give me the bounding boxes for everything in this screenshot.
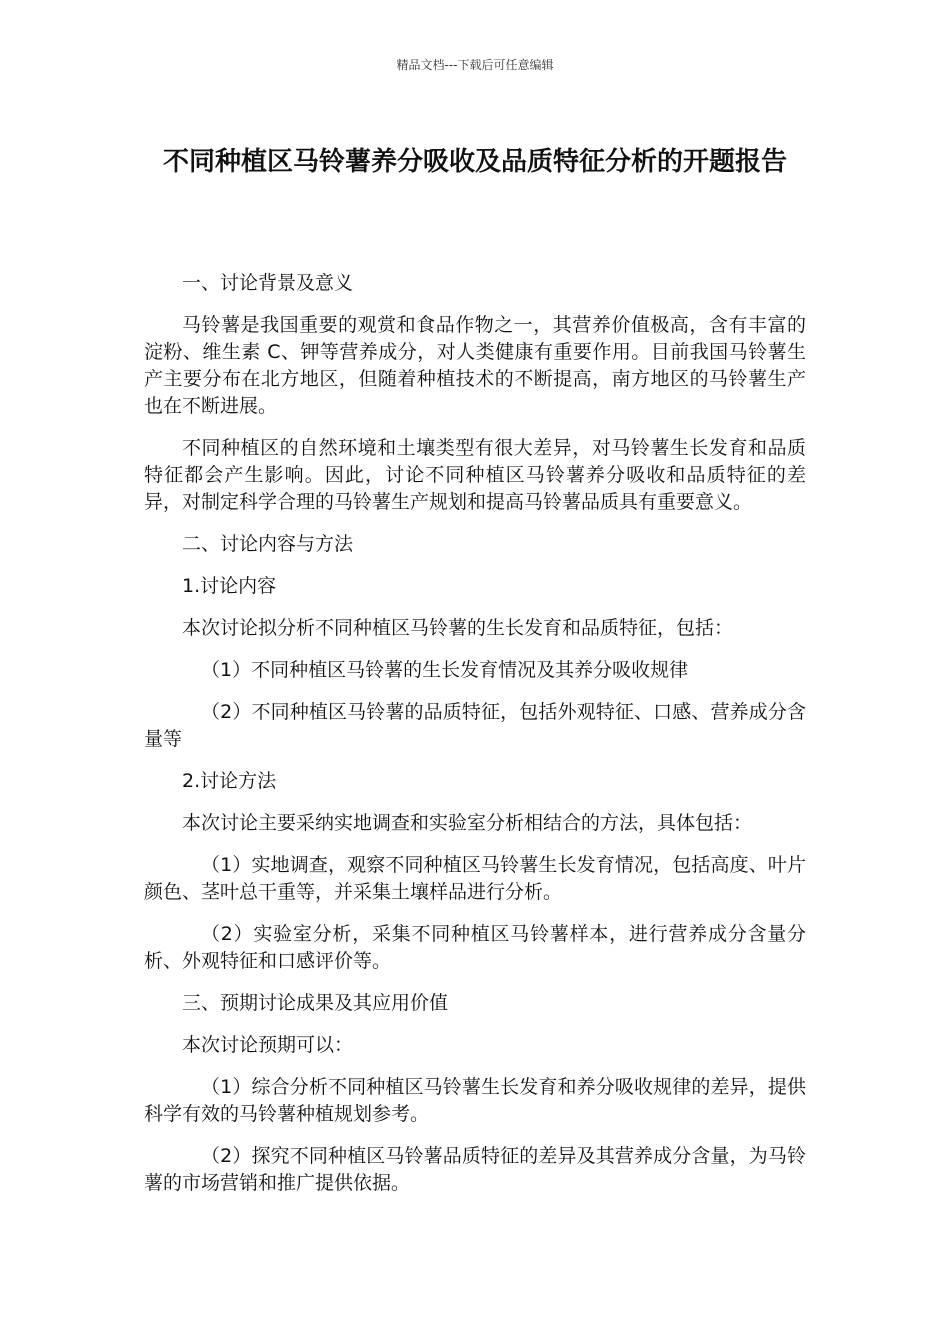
list-item-outcomes-2: （2）探究不同种植区马铃薯品质特征的差异及其营养成分含量，为马铃薯的市场营销和推广提供依据。	[144, 1145, 806, 1194]
list-item-content-2: （2）不同种植区马铃薯的品质特征，包括外观特征、口感、营养成分含量等	[144, 701, 806, 750]
document-body	[144, 270, 806, 1212]
document-title: 不同种植区马铃薯养分吸收及品质特征分析的开题报告	[162, 147, 787, 177]
list-item-methods-2: （2）实验室分析，采集不同种植区马铃薯样本，进行营养成分含量分析、外观特征和口感评价等。	[144, 923, 806, 972]
paragraph-outcomes-intro: 本次讨论预期可以：	[182, 1034, 354, 1056]
section-heading-outcomes: 三、预期讨论成果及其应用价值	[182, 992, 449, 1014]
paragraph-background-2: 不同种植区的自然环境和土壤类型有很大差异，对马铃薯生长发育和品质特征都会产生影响。因此，讨论不同种植区马铃薯养分吸收和品质特征的差异，对制定科学合理的马铃薯生产规划和提高马铃薯品质具有重要意义。	[144, 437, 806, 513]
list-item-methods-1: （1）实地调查，观察不同种植区马铃薯生长发育情况，包括高度、叶片颜色、茎叶总干重等，并采集土壤样品进行分析。	[144, 854, 806, 903]
list-item-outcomes-1: （1）综合分析不同种植区马铃薯生长发育和养分吸收规律的差异，提供科学有效的马铃薯种植规划参考。	[144, 1076, 806, 1125]
section-heading-content-methods: 二、讨论内容与方法	[182, 533, 354, 555]
subheading-methods: 2.讨论方法	[182, 770, 277, 792]
paragraph-methods-intro: 本次讨论主要采纳实地调查和实验室分析相结合的方法，具体包括：	[182, 812, 753, 834]
list-item-content-1: （1）不同种植区马铃薯的生长发育情况及其养分吸收规律	[201, 659, 689, 681]
section-heading-background: 一、讨论背景及意义	[182, 272, 354, 294]
subheading-content: 1.讨论内容	[182, 575, 277, 597]
paragraph-content-intro: 本次讨论拟分析不同种植区马铃薯的生长发育和品质特征，包括：	[182, 617, 734, 639]
page-header-note: 精品文档---下载后可任意编辑	[396, 58, 554, 72]
paragraph-background-1: 马铃薯是我国重要的观赏和食品作物之一，其营养价值极高，含有丰富的淀粉、维生素 C、钾等营养成分，对人类健康有重要作用。目前我国马铃薯生产主要分布在北方地区，但随着种植技术的不断提高，南方地区的马铃薯生产也在不断进展。	[144, 314, 806, 417]
